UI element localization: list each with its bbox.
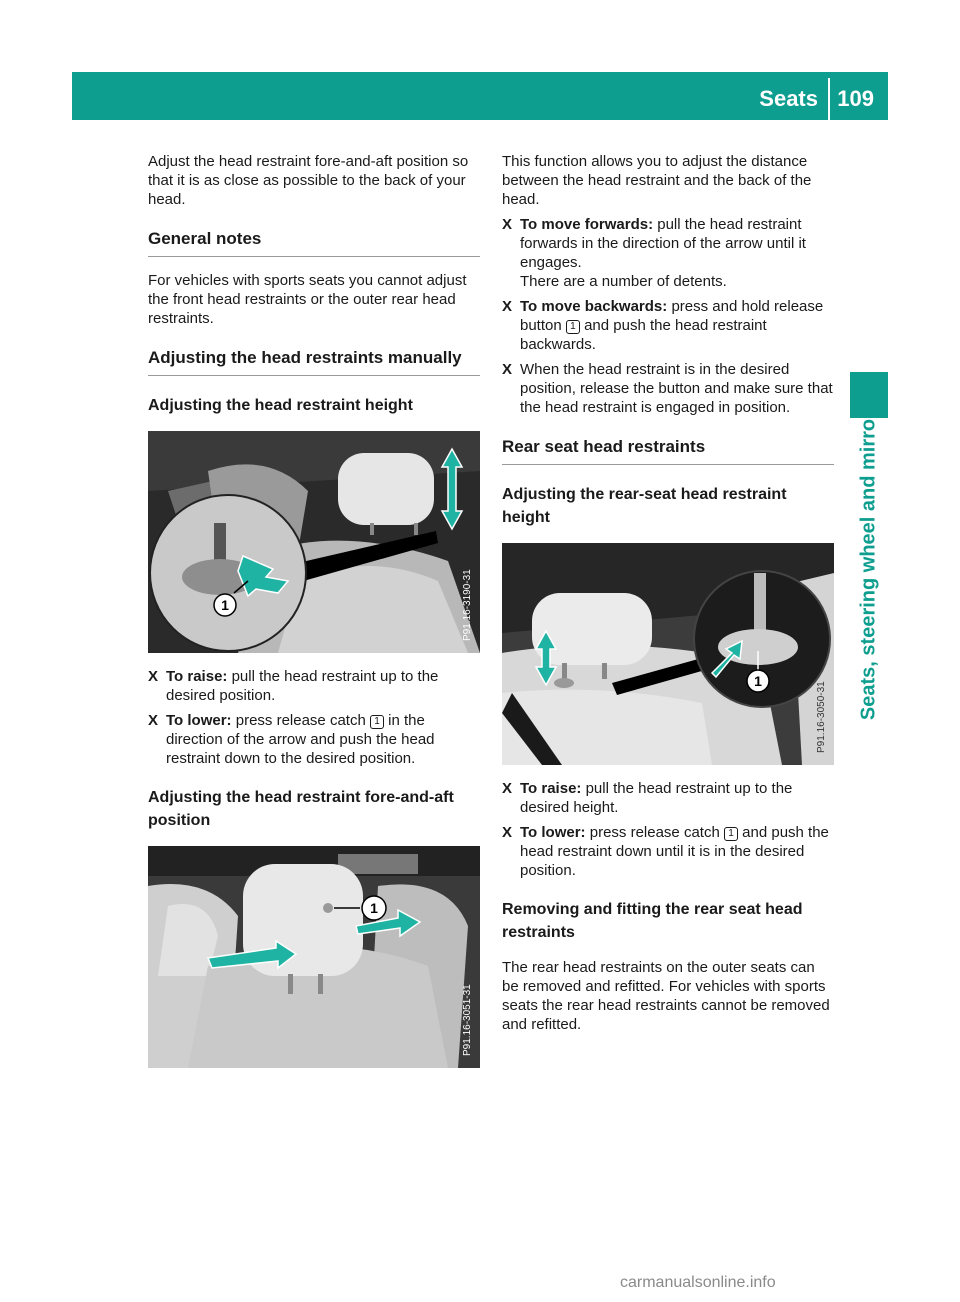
intro-text: Adjust the head restraint fore-and-aft position so that it is as close as possible to the back of your head. — [148, 153, 469, 208]
raise-text: pull the head restraint up to the desired position. — [166, 668, 439, 704]
rear-lower-label: To lower: — [520, 824, 586, 841]
figure1-code: P91.16-3190-31 — [462, 569, 473, 641]
right-column — [502, 152, 834, 1040]
removing-heading: Removing and fitting the rear seat head restraints — [502, 901, 803, 941]
step-marker: X — [502, 824, 513, 841]
step-marker: X — [148, 668, 159, 685]
rear-height-heading: Adjusting the rear-seat head restraint height — [502, 486, 787, 526]
general-notes-text: For vehicles with sports seats you cannot adjust the front head restraints or the outer rear head restraints. — [148, 272, 467, 327]
step-rear-raise — [502, 779, 834, 817]
step-marker: X — [502, 298, 513, 315]
figure1-callout: 1 — [221, 597, 229, 613]
callout-1: 1 — [566, 320, 580, 334]
figure3-code: P91.16-3050-31 — [816, 681, 827, 753]
lower-label: To lower: — [166, 712, 232, 729]
manual-heading: Adjusting the head restraints manually — [148, 348, 480, 376]
figure-head-restraint-foreaft — [148, 846, 480, 1068]
step-backward — [502, 297, 834, 354]
figure2-code: P91.16-3051-31 — [462, 984, 473, 1056]
removing-text: The rear head restraints on the outer seats can be removed and refitted. For vehicles with sports seats the rear head restraints cannot be removed and refitted. — [502, 959, 830, 1033]
step-marker: X — [502, 216, 513, 233]
desired-text: When the head restraint is in the desired position, release the button and make sure that the head restraint is engaged in position. — [520, 361, 833, 416]
rear-raise-label: To raise: — [520, 780, 582, 797]
step-marker: X — [502, 361, 513, 378]
forward-text: pull the head restraint forwards in the direction of the arrow until it engages. — [520, 216, 806, 271]
forward-note: There are a number of detents. — [520, 273, 727, 290]
figure3-callout: 1 — [754, 673, 762, 689]
general-notes-heading: General notes — [148, 229, 480, 257]
rear-lower-text-1: press release catch — [589, 824, 720, 841]
step-rear-lower — [502, 823, 834, 880]
foreaft-heading: Adjusting the head restraint fore-and-aft position — [148, 789, 454, 829]
step-marker: X — [148, 712, 159, 729]
height-heading: Adjusting the head restraint height — [148, 397, 413, 414]
raise-label: To raise: — [166, 668, 228, 685]
section-title: Seats — [759, 86, 818, 111]
callout-1: 1 — [370, 715, 384, 729]
step-lower — [148, 711, 480, 768]
rear-raise-text: pull the head restraint up to the desired height. — [520, 780, 793, 816]
backward-label: To move backwards: — [520, 298, 668, 315]
step-desired — [502, 360, 834, 417]
figure-head-restraint-height — [148, 431, 480, 653]
page-number: 109 — [837, 86, 874, 111]
figure2-callout: 1 — [370, 900, 378, 916]
step-marker: X — [502, 780, 513, 797]
rear-heading: Rear seat head restraints — [502, 437, 834, 465]
backward-text-1: press and hold release button — [520, 298, 824, 334]
left-column — [148, 152, 480, 1082]
right-intro: This function allows you to adjust the distance between the head restraint and the back of the head. — [502, 153, 812, 208]
backward-text-2: and push the head restraint backwards. — [520, 317, 767, 353]
figure-rear-head-restraint — [502, 543, 834, 765]
header-bar — [72, 72, 888, 120]
watermark: carmanualsonline.info — [620, 1274, 776, 1291]
rear-lower-text-2: and push the head restraint down until it is in the desired position. — [520, 824, 829, 879]
lower-text-1: press release catch — [235, 712, 366, 729]
step-raise — [148, 667, 480, 705]
step-forward — [502, 215, 834, 291]
lower-text-2: in the direction of the arrow and push the head restraint down to the desired position. — [166, 712, 435, 767]
header-divider — [828, 78, 830, 120]
callout-1: 1 — [724, 827, 738, 841]
chapter-title: Seats, steering wheel and mirrors — [857, 399, 880, 721]
forward-label: To move forwards: — [520, 216, 654, 233]
